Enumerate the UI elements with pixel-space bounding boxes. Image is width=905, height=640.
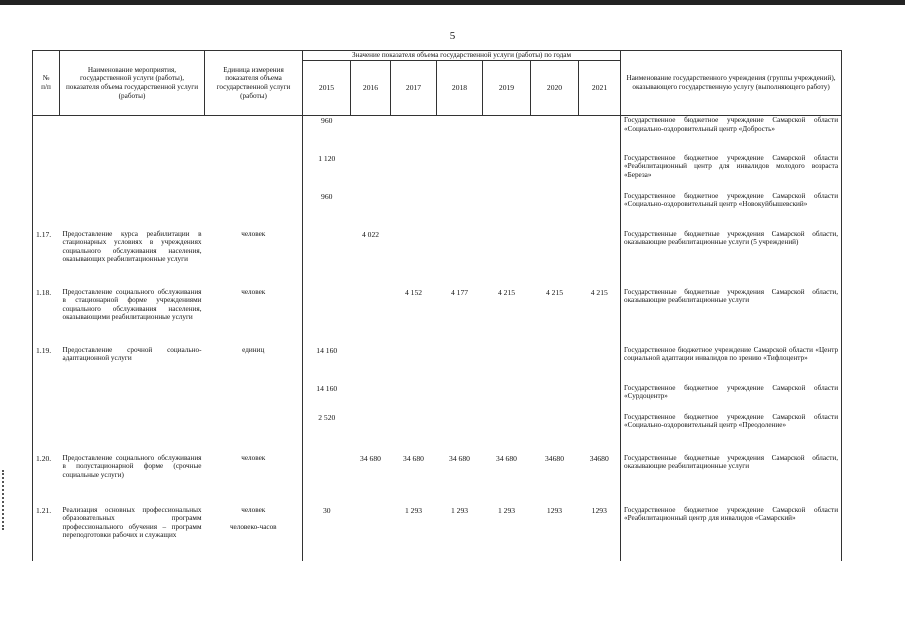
- unit-of-measure: [205, 154, 303, 192]
- header-values: Значение показателя объема государственной услуги (работы) по годам: [303, 51, 621, 61]
- year-value: 1 120: [303, 154, 351, 192]
- row-number: [33, 192, 60, 230]
- year-value: 4 022: [361, 229, 380, 239]
- unit-of-measure: человек человеко-часов: [205, 506, 303, 561]
- year-value: 1293: [546, 505, 563, 515]
- year-value: [483, 346, 531, 384]
- service-name: [60, 116, 205, 154]
- table-row: [33, 384, 842, 413]
- header-year: 2016: [351, 61, 391, 116]
- year-value: [579, 346, 621, 384]
- year-value: 34 680: [360, 453, 381, 463]
- year-value: [483, 192, 531, 230]
- year-value: [579, 154, 621, 192]
- year-value: 34 680: [449, 453, 470, 463]
- year-value: [351, 346, 391, 384]
- row-number: 1.21.: [33, 506, 60, 561]
- year-value: [391, 116, 437, 154]
- row-number: 1.20.: [33, 454, 60, 506]
- service-name: Предоставление срочной социально-адаптационной услуги: [62, 345, 202, 363]
- year-value: [351, 384, 391, 413]
- header-org: Наименование государственного учреждения (группы учреждений), оказывающего государственную услугу (выполняющего работу): [621, 51, 842, 116]
- institution-name: Государственные бюджетные учреждения Самарской области, оказывающие реабилитационные услуги (5 учреждений): [621, 230, 842, 288]
- year-value: 960: [303, 116, 351, 154]
- table-row: [33, 413, 842, 454]
- row-number: [33, 384, 60, 413]
- header-year: 2020: [531, 61, 579, 116]
- row-number: [33, 413, 60, 454]
- year-value: [391, 384, 437, 413]
- year-value: [437, 116, 483, 154]
- table-body: [33, 116, 842, 561]
- year-value: [579, 413, 621, 454]
- year-value: 34680: [589, 453, 609, 463]
- year-value: 960: [303, 192, 351, 230]
- year-value: 4 177: [450, 287, 469, 297]
- header-num: № п/п: [33, 51, 60, 116]
- institution-name: Государственное бюджетное учреждение Самарской области «Социально-оздоровительный центр «Добрость»: [621, 116, 842, 154]
- institution-name: Государственные бюджетные учреждения Самарской области, оказывающие реабилитационные услуги: [621, 454, 842, 506]
- row-number: 1.17.: [33, 230, 60, 288]
- institution-name: Государственное бюджетное учреждение Самарской области «Социально-оздоровительный центр «Новокуйбышевский»: [621, 192, 842, 230]
- year-value: [351, 154, 391, 192]
- year-value: [303, 288, 351, 346]
- year-value: [531, 230, 579, 288]
- year-value: [483, 384, 531, 413]
- header-name: Наименование мероприятия, государственной услуги (работы), показателя объема государственной услуги (работы): [60, 51, 205, 116]
- year-value: [391, 230, 437, 288]
- year-value: 34 680: [496, 453, 517, 463]
- year-value: [391, 413, 437, 454]
- year-value: 1 293: [450, 505, 469, 515]
- unit-of-measure: человек: [205, 288, 303, 346]
- year-value: 2 520: [303, 413, 351, 454]
- institution-name: Государственное бюджетное учреждение Самарской области «Социально-оздоровительный центр «Преодоление»: [621, 413, 842, 454]
- table-row: [33, 506, 842, 561]
- unit-of-measure: [205, 384, 303, 413]
- service-name: [60, 413, 205, 454]
- year-value: [483, 116, 531, 154]
- year-value: [483, 413, 531, 454]
- service-name: Реализация основных профессиональных образовательных программ профессионального обучения – программ переподготовки рабочих и служащих: [62, 505, 202, 540]
- service-name: Предоставление курса реабилитации в стационарных условиях в учреждениях социального обслуживания населения, оказывающих реабилитационные услуги: [62, 229, 202, 264]
- year-value: [437, 230, 483, 288]
- year-value: [579, 116, 621, 154]
- header-year: 2019: [483, 61, 531, 116]
- institution-name: Государственные бюджетные учреждения Самарской области, оказывающие реабилитационные услуги: [621, 288, 842, 346]
- year-value: 14 160: [303, 384, 351, 413]
- year-value: [351, 116, 391, 154]
- table-row: [33, 346, 842, 384]
- row-number: [33, 116, 60, 154]
- header-year: 2021: [579, 61, 621, 116]
- year-value: [303, 454, 351, 506]
- table-row: [33, 454, 842, 506]
- unit-of-measure: человек: [205, 230, 303, 288]
- year-value: [437, 346, 483, 384]
- year-value: [351, 288, 391, 346]
- year-value: 1293: [591, 505, 607, 515]
- year-value: [391, 192, 437, 230]
- year-value: 1 293: [497, 505, 516, 515]
- year-value: 1 293: [404, 505, 423, 515]
- table-row: [33, 154, 842, 192]
- year-value: 4 152: [404, 287, 423, 297]
- year-value: [579, 192, 621, 230]
- year-value: [351, 506, 391, 561]
- year-value: [579, 230, 621, 288]
- year-value: 4 215: [497, 287, 516, 297]
- year-value: [437, 413, 483, 454]
- unit-of-measure: [205, 192, 303, 230]
- binding-marks: [2, 470, 6, 530]
- row-number: 1.19.: [33, 346, 60, 384]
- service-name: Предоставление социального обслуживания в полустационарной форме (срочные социальные услуги): [62, 453, 202, 479]
- year-value: [531, 346, 579, 384]
- year-value: [351, 192, 391, 230]
- page-number: 5: [449, 30, 456, 42]
- year-value: [303, 230, 351, 288]
- header-year: 2018: [437, 61, 483, 116]
- year-value: 34680: [545, 453, 564, 463]
- header-year: 2015: [303, 61, 351, 116]
- row-number: 1.18.: [33, 288, 60, 346]
- header-unit: Единица измерения показателя объема государственной услуги (работы): [205, 51, 303, 116]
- header-year: 2017: [391, 61, 437, 116]
- year-value: [531, 384, 579, 413]
- year-value: [579, 384, 621, 413]
- year-value: [483, 154, 531, 192]
- services-table: [32, 50, 842, 561]
- year-value: [531, 413, 579, 454]
- unit-of-measure: человек: [205, 454, 303, 506]
- service-name: Предоставление социального обслуживания в стационарной форме учреждениями социального обслуживания населения, оказывающими реабилитационные услуги: [62, 287, 202, 322]
- table-row: [33, 288, 842, 346]
- year-value: [391, 346, 437, 384]
- year-value: [437, 192, 483, 230]
- year-value: 34 680: [403, 453, 424, 463]
- unit-of-measure: [205, 116, 303, 154]
- service-name: [60, 154, 205, 192]
- year-value: 14 160: [303, 346, 351, 384]
- table-row: [33, 230, 842, 288]
- year-value: [391, 154, 437, 192]
- year-value: 4 215: [590, 287, 608, 297]
- year-value: [531, 192, 579, 230]
- top-border: [0, 0, 905, 5]
- unit-of-measure: [205, 413, 303, 454]
- year-value: 30: [303, 506, 351, 561]
- institution-name: Государственное бюджетное учреждение Самарской области «Реабилитационный центр для инвалидов молодого возраста «Береза»: [621, 154, 842, 192]
- year-value: [531, 116, 579, 154]
- row-number: [33, 154, 60, 192]
- year-value: [483, 230, 531, 288]
- year-value: [531, 154, 579, 192]
- table-row: [33, 116, 842, 154]
- table-row: [33, 192, 842, 230]
- year-value: [437, 154, 483, 192]
- service-name: [60, 384, 205, 413]
- year-value: 4 215: [545, 287, 564, 297]
- year-value: [437, 384, 483, 413]
- institution-name: Государственное бюджетное учреждение Самарской области «Центр социальной адаптации инвалидов по зрению «Тифлоцентр»: [621, 346, 842, 384]
- year-value: [351, 413, 391, 454]
- institution-name: Государственное бюджетное учреждение Самарской области «Реабилитационный центр для инвалидов «Самарский»: [621, 506, 842, 561]
- unit-of-measure: единиц: [205, 346, 303, 384]
- institution-name: Государственное бюджетное учреждение Самарской области «Сурдоцентр»: [621, 384, 842, 413]
- service-name: [60, 192, 205, 230]
